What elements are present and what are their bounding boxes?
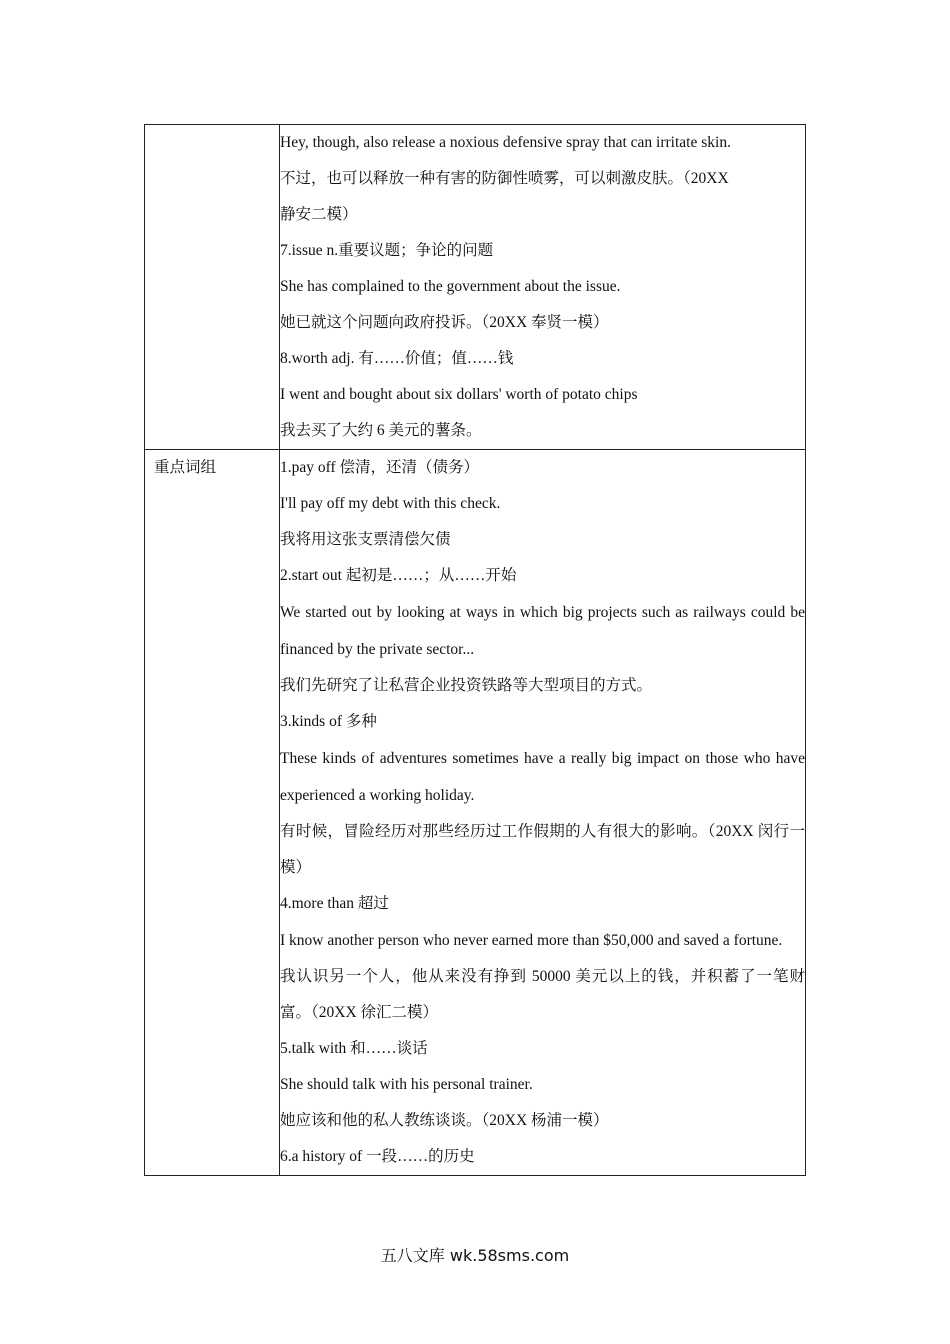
- example-sentence-cn: 不过，也可以释放一种有害的防御性喷雾，可以刺激皮肤。（20XX: [280, 170, 729, 187]
- example-sentence-cn: 我将用这张支票清偿欠债: [280, 531, 451, 548]
- phrase-entry: 3.kinds of 多种: [280, 713, 377, 730]
- example-sentence-cn-cont: 静安二模）: [280, 206, 358, 223]
- example-sentence-cn: 她已就这个问题向政府投诉。（20XX 奉贤一模）: [280, 314, 609, 331]
- phrase-entry: 5.talk with 和……谈话: [280, 1040, 428, 1057]
- example-sentence-en: She has complained to the government about the issue.: [280, 278, 621, 295]
- row-content-cell: [280, 125, 806, 450]
- row-label-cell: [145, 125, 280, 450]
- example-sentence-en: We started out by looking at ways in which big projects such as railways could be financed by the private sector...: [280, 604, 805, 658]
- row-content-cell: [280, 450, 806, 1176]
- phrase-entry: 4.more than 超过: [280, 895, 389, 912]
- example-sentence-en: She should talk with his personal trainer.: [280, 1076, 533, 1093]
- table-row: [145, 125, 806, 450]
- phrase-entry: 2.start out 起初是……；从……开始: [280, 567, 517, 584]
- example-sentence-en: Hey, though, also release a noxious defensive spray that can irritate skin.: [280, 134, 731, 151]
- content-table: [144, 124, 806, 1176]
- phrase-entry: 6.a history of 一段……的历史: [280, 1148, 475, 1165]
- vocab-entry: 7.issue n.重要议题；争论的问题: [280, 242, 494, 259]
- vocab-entry: 8.worth adj. 有……价值；值……钱: [280, 350, 514, 367]
- phrase-entry: 1.pay off 偿清，还清（债务）: [280, 459, 480, 476]
- table-row: [145, 450, 806, 1176]
- row-label: [145, 125, 279, 134]
- row-label: 重点词组: [154, 459, 217, 476]
- example-sentence-cn: 我认识另一个人，他从来没有挣到 50000 美元以上的钱，并积蓄了一笔财富。（20XX 徐汇二模）: [280, 968, 805, 1021]
- example-sentence-en: These kinds of adventures sometimes have a really big impact on those who have experienced a working holiday.: [280, 750, 805, 804]
- example-sentence-cn: 有时候，冒险经历对那些经历过工作假期的人有很大的影响。（20XX 闵行一模）: [280, 823, 805, 876]
- example-sentence-en: I know another person who never earned more than $50,000 and saved a fortune.: [280, 932, 783, 949]
- example-sentence-en: I'll pay off my debt with this check.: [280, 495, 501, 512]
- example-sentence-en: I went and bought about six dollars' worth of potato chips: [280, 386, 638, 403]
- example-sentence-cn: 我们先研究了让私营企业投资铁路等大型项目的方式。: [280, 677, 653, 694]
- row-label-cell: [145, 450, 280, 1176]
- example-sentence-cn: 我去买了大约 6 美元的薯条。: [280, 422, 482, 439]
- example-sentence-cn: 她应该和他的私人教练谈谈。（20XX 杨浦一模）: [280, 1112, 609, 1129]
- footer-watermark: 五八文库 wk.58sms.com: [380, 1246, 570, 1265]
